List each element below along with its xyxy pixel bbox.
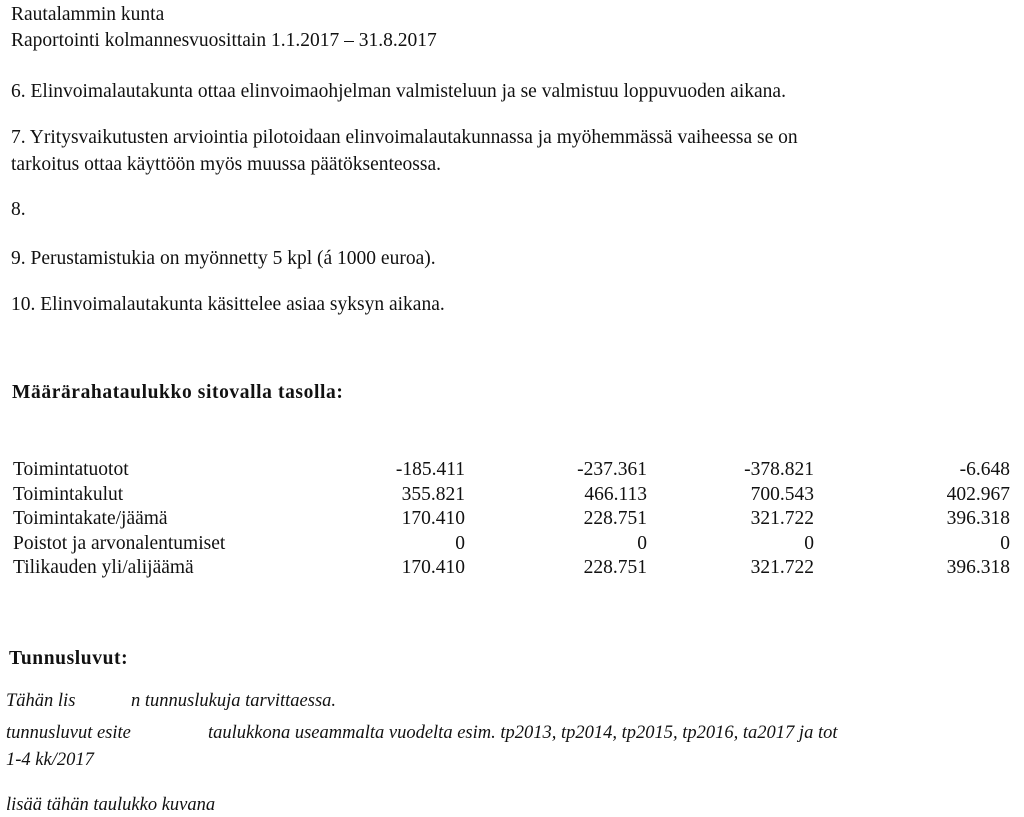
cell-value: 321.722 <box>750 557 814 578</box>
budget-table <box>13 458 1010 581</box>
row-label: Toimintakulut <box>13 483 124 505</box>
item-8: 8. <box>11 199 26 220</box>
cell-value: -237.361 <box>577 459 647 480</box>
cell-value: 396.318 <box>946 557 1010 578</box>
kpi-note-2-right: taulukkona useammalta vuodelta esim. tp2013, tp2014, tp2015, tp2016, ta2017 ja tot <box>208 723 838 743</box>
kpi-note-1-right: n tunnuslukuja tarvittaessa. <box>131 691 337 711</box>
table-row <box>13 556 1010 581</box>
table-row <box>13 532 1010 557</box>
kpi-heading: Tunnusluvut: <box>9 648 129 669</box>
row-label: Poistot ja arvonalentumiset <box>13 532 226 554</box>
cell-value: 170.410 <box>401 508 465 529</box>
cell-value: -6.648 <box>959 459 1010 480</box>
report-period: Raportointi kolmannesvuosittain 1.1.2017 – 31.8.2017 <box>11 30 437 51</box>
table-row <box>13 458 1010 483</box>
table-row <box>13 507 1010 532</box>
row-label: Toimintakate/jäämä <box>13 508 168 529</box>
kpi-note-4: lisää tähän taulukko kuvana <box>6 795 216 815</box>
cell-value: 396.318 <box>946 508 1010 529</box>
item-9: 9. Perustamistukia on myönnetty 5 kpl (á 1000 euroa). <box>11 248 436 269</box>
budget-heading: Määrärahataulukko sitovalla tasolla: <box>12 382 344 403</box>
cell-value: -378.821 <box>744 459 814 480</box>
kpi-note-3: 1-4 kk/2017 <box>6 750 94 770</box>
row-label: Toimintatuotot <box>13 459 129 480</box>
cell-value: 0 <box>455 532 465 554</box>
document-org: Rautalammin kunta <box>11 4 165 25</box>
cell-value: 700.543 <box>750 483 814 505</box>
cell-value: 321.722 <box>750 508 814 529</box>
kpi-note-1-left: Tähän lis <box>6 691 76 711</box>
item-7: 7. Yritysvaikutusten arviointia pilotoidaan elinvoimalautakunnassa ja myöhemmässä vaiheessa se on <box>11 127 798 148</box>
item-10: 10. Elinvoimalautakunta käsittelee asiaa syksyn aikana. <box>11 294 445 315</box>
item-7-continued: tarkoitus ottaa käyttöön myös muussa päätöksenteossa. <box>11 154 442 175</box>
cell-value: 0 <box>804 532 814 554</box>
cell-value: 466.113 <box>584 483 647 505</box>
row-label: Tilikauden yli/alijäämä <box>13 557 194 578</box>
cell-value: 0 <box>637 532 647 554</box>
cell-value: 228.751 <box>583 508 647 529</box>
cell-value: 228.751 <box>583 557 647 578</box>
cell-value: 170.410 <box>401 557 465 578</box>
kpi-note-2-left: tunnusluvut esite <box>6 723 131 743</box>
cell-value: -185.411 <box>395 459 465 480</box>
item-6: 6. Elinvoimalautakunta ottaa elinvoimaohjelman valmisteluun ja se valmistuu loppuvuoden aikana. <box>11 81 786 102</box>
cell-value: 0 <box>1000 532 1010 554</box>
cell-value: 402.967 <box>946 483 1010 505</box>
table-row <box>13 483 1010 508</box>
cell-value: 355.821 <box>401 483 465 505</box>
